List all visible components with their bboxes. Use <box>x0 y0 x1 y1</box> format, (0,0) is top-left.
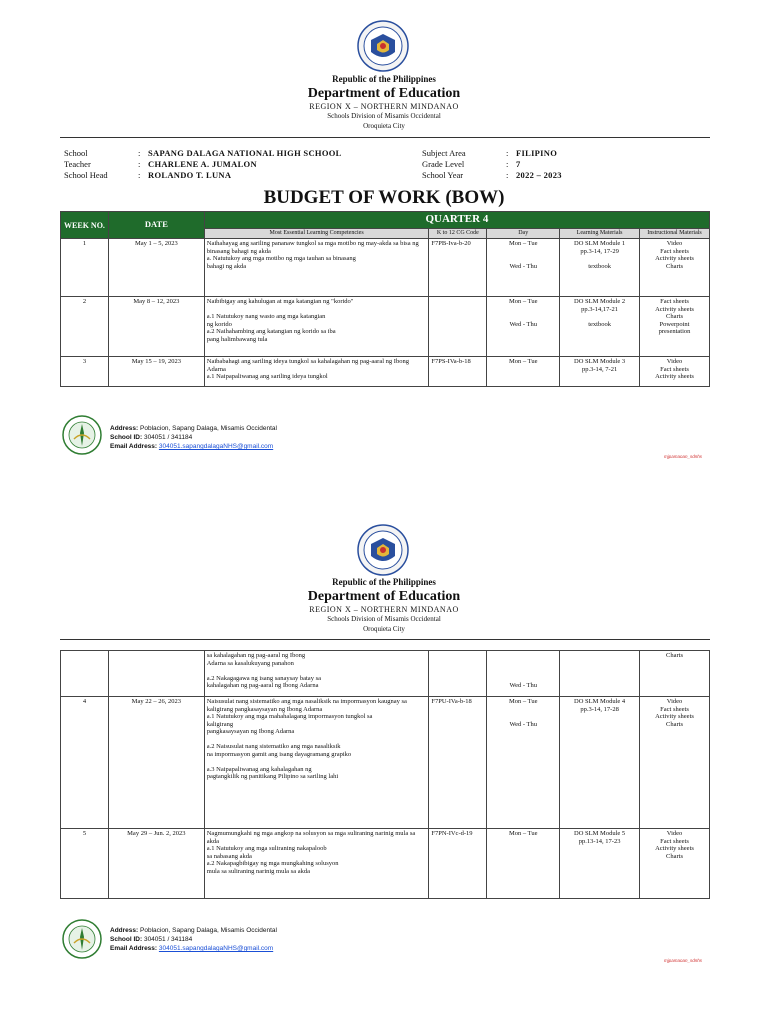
instructional-materials-cell-line: presentation <box>658 328 691 335</box>
table-row <box>61 239 710 297</box>
instructional-materials-cell-line: Fact sheets <box>660 298 689 305</box>
table-row <box>61 357 710 387</box>
page-title: BUDGET OF WORK (BOW) <box>263 187 505 208</box>
competency-cell-line: Naibibigay ang kahulugan at mga katangian ng "korido" <box>206 298 354 305</box>
header-divider <box>60 137 710 138</box>
instructional-materials-cell-line: Video <box>666 240 683 247</box>
city-line: Oroquieta City <box>363 122 405 130</box>
week-header: WEEK NO. <box>61 212 109 239</box>
day-cell <box>487 651 560 697</box>
address-label: Address: <box>110 927 139 934</box>
competency-cell <box>204 357 429 387</box>
email-label: Email Address: <box>110 443 158 450</box>
competency-cell-line: a.1 Natutukoy ang mga suliraning nakapaloob <box>206 845 327 852</box>
watermark: mjpamaoan_sdnhs <box>664 958 703 963</box>
code-cell: F7PB-Iva-b-20 <box>429 239 487 297</box>
competency-cell-line: sa kahalagahan ng pag-aaral ng Ibong <box>206 652 306 659</box>
instructional-materials-cell-line: Charts <box>666 313 683 320</box>
school-head-label: School Head <box>64 170 108 180</box>
week-cell: 4 <box>61 697 109 829</box>
day-cell-line <box>489 306 557 314</box>
melc-header: Most Essential Learning Competencies <box>204 229 429 239</box>
day-cell-line <box>489 706 557 714</box>
learning-materials-cell <box>560 651 640 697</box>
instructional-materials-cell <box>640 651 710 697</box>
colon: : <box>138 170 141 180</box>
instructional-materials-cell-line: Fact sheets <box>660 365 689 373</box>
learning-materials-cell-line: pp.3-14,17-21 <box>581 305 619 313</box>
bow-table-2 <box>60 650 710 899</box>
competency-cell-line: Nagmumungkahi ng mga angkop na solusyon sa mga suliraning narinig mula sa akda <box>206 830 416 845</box>
page-2 <box>0 512 768 1024</box>
competency-cell-line: a.2 Nakapagbibigay ng mga mungkahing solusyon <box>206 860 339 867</box>
city-line: Oroquieta City <box>363 625 405 633</box>
grade-value: 7 <box>516 159 521 169</box>
competency-cell-line: na impormasyon gamit ang isang dayagramang grapiko <box>206 750 352 758</box>
page-1 <box>0 0 768 500</box>
week-cell: 1 <box>61 239 109 297</box>
year-value: 2022 – 2023 <box>516 170 562 180</box>
instructional-materials-cell-line: Video <box>666 358 683 365</box>
competency-cell-line: a. Natutukoy ang mga motibo ng mga tauhan sa binasang <box>206 255 356 262</box>
day-cell-line <box>489 652 557 660</box>
competency-cell-line: sa nabasang akda <box>206 852 252 860</box>
day-cell <box>487 357 560 387</box>
competency-cell-line <box>207 736 427 744</box>
deped-seal-icon <box>357 524 409 576</box>
instructional-materials-cell-line: Activity sheets <box>655 305 694 313</box>
learning-materials-cell-line: DO SLM Module 4 <box>574 698 626 705</box>
year-label: School Year <box>422 170 464 180</box>
email-link[interactable]: 304051.sapangdalagaNHS@gmail.com <box>158 945 274 952</box>
instructional-materials-cell-line: Video <box>666 830 683 837</box>
day-cell-line <box>489 660 557 668</box>
learning-materials-cell <box>560 697 640 829</box>
subject-value: FILIPINO <box>516 148 558 158</box>
instructional-materials-cell-line: Charts <box>666 652 683 659</box>
competency-cell-line: a.3 Naipapaliwanag ang kahalagahan ng <box>206 765 312 773</box>
colon: : <box>138 159 141 169</box>
competency-cell-line <box>207 758 427 766</box>
competency-cell-line: a.2 Naisusulat nang sistematiko ang mga nasaliksik <box>206 743 341 750</box>
week-cell: 2 <box>61 297 109 357</box>
school-id-label: School ID: <box>110 936 143 943</box>
instructional-materials-cell <box>640 829 710 899</box>
region-line: REGION X – NORTHERN MINDANAO <box>309 605 459 614</box>
day-cell-line <box>489 248 557 256</box>
instructional-materials-cell-line: Fact sheets <box>660 705 689 713</box>
competency-cell-line <box>207 667 427 675</box>
code-cell: F7PN-IVc-d-19 <box>429 829 487 899</box>
competency-cell-line <box>207 306 427 314</box>
deped-seal-icon <box>357 20 409 72</box>
day-cell <box>487 697 560 829</box>
day-cell-line: Wed - Thu <box>509 720 537 728</box>
day-cell-line <box>489 667 557 675</box>
competency-cell-line: pang halimbawang tula <box>206 335 268 343</box>
competency-cell-line: kaligirang <box>206 720 234 728</box>
email-link[interactable]: 304051.sapangdalagaNHS@gmail.com <box>158 443 274 450</box>
instructional-materials-cell-line: Activity sheets <box>655 845 694 852</box>
date-cell <box>108 651 204 697</box>
teacher-label: Teacher <box>64 159 91 169</box>
day-cell-line: Wed - Thu <box>509 262 537 270</box>
footer-block <box>110 926 277 953</box>
republic-line: Republic of the Philippines <box>332 577 436 587</box>
info-left <box>64 148 342 181</box>
bow-table-1 <box>60 211 710 387</box>
learning-materials-cell-line: pp.13-14, 17-23 <box>578 837 621 845</box>
day-cell-line: Mon – Tue <box>508 358 538 365</box>
learning-materials-cell-line: pp.3-14, 7-21 <box>581 365 618 373</box>
instructional-materials-cell <box>640 697 710 829</box>
learning-materials-cell-line: DO SLM Module 5 <box>574 830 626 837</box>
day-cell-line: Mon – Tue <box>508 298 538 305</box>
day-header: Day <box>487 229 560 239</box>
day-cell-line <box>489 713 557 721</box>
department-line: Department of Education <box>307 589 461 604</box>
learning-materials-cell-line <box>562 255 637 263</box>
table-row <box>61 697 710 829</box>
code-header: K to 12 CG Code <box>429 229 487 239</box>
address-label: Address: <box>110 425 139 432</box>
instructional-materials-cell-line: Charts <box>666 262 683 270</box>
school-value: SAPANG DALAGA NATIONAL HIGH SCHOOL <box>148 148 342 158</box>
address-value: Poblacion, Sapang Dalaga, Misamis Occidental <box>140 927 277 934</box>
week-cell: 3 <box>61 357 109 387</box>
competency-cell-line: pangkasaysayan ng Ibong Adarna <box>206 728 295 735</box>
instructional-materials-cell <box>640 357 710 387</box>
competency-cell-line: bahagi ng akda <box>206 262 247 270</box>
learning-materials-cell <box>560 239 640 297</box>
learning-materials-cell-line: DO SLM Module 3 <box>574 358 626 365</box>
grade-label: Grade Level <box>422 159 465 169</box>
colon: : <box>506 170 509 180</box>
table-row <box>61 651 710 697</box>
instructional-materials-cell-line: Activity sheets <box>655 713 694 720</box>
table-row <box>61 829 710 899</box>
day-cell <box>487 239 560 297</box>
day-cell-line: Mon – Tue <box>508 698 538 705</box>
school-id-value: 304051 / 341184 <box>143 434 193 441</box>
competency-cell <box>204 697 429 829</box>
date-cell: May 8 – 12, 2023 <box>108 297 204 357</box>
competency-cell-line: a.2 Naihahambing ang katangian ng korido sa iba <box>206 328 336 335</box>
learning-materials-header: Learning Materials <box>560 229 640 239</box>
header-divider <box>60 639 710 640</box>
division-line: Schools Division of Misamis Occidental <box>327 112 441 120</box>
division-line: Schools Division of Misamis Occidental <box>327 615 441 623</box>
instructional-materials-cell-line: Charts <box>666 720 683 728</box>
school-logo-icon <box>62 919 102 959</box>
day-cell-line <box>489 675 557 683</box>
date-cell: May 22 – 26, 2023 <box>108 697 204 829</box>
competency-cell <box>204 239 429 297</box>
code-cell: F7PS-IVa-b-18 <box>429 357 487 387</box>
competency-cell-line: mula sa suliraning narinig mula sa akda <box>206 867 310 875</box>
email-label: Email Address: <box>110 945 158 952</box>
date-header: DATE <box>108 212 204 239</box>
learning-materials-cell-line: textbook <box>588 262 611 270</box>
date-cell: May 29 – Jun. 2, 2023 <box>108 829 204 899</box>
subject-label: Subject Area <box>422 148 466 158</box>
competency-cell-line: Naibabahagi ang sariling ideya tungkol sa kahalagahan ng pag-aaral ng Ibong Adarna <box>206 358 409 373</box>
colon: : <box>506 159 509 169</box>
info-right <box>422 148 562 181</box>
competency-cell-line: a.1 Naipapaliwanag ang sariling ideya tungkol <box>206 373 328 380</box>
competency-cell-line: pagtangkilik ng panitikang Pilipino sa sariling lahi <box>206 773 339 780</box>
instructional-materials-cell-line: Charts <box>666 852 683 860</box>
instructional-materials-cell-line: Fact sheets <box>660 247 689 255</box>
competency-cell <box>204 297 429 357</box>
week-cell <box>61 651 109 697</box>
region-line: REGION X – NORTHERN MINDANAO <box>309 102 459 111</box>
table-row <box>61 297 710 357</box>
competency-cell-line: a.1 Natutukoy nang wasto ang mga katangian <box>206 313 326 320</box>
date-cell: May 1 – 5, 2023 <box>108 239 204 297</box>
day-cell-line: Mon – Tue <box>508 830 538 837</box>
instructional-materials-cell-line: Video <box>666 698 683 705</box>
learning-materials-cell <box>560 297 640 357</box>
teacher-value: CHARLENE A. JUMALON <box>148 159 257 169</box>
code-cell: F7PU-IVa-b-18 <box>429 697 487 829</box>
competency-cell-line: a.2 Nakagagawa ng isang sanaysay batay sa <box>206 674 321 682</box>
republic-line: Republic of the Philippines <box>332 74 436 84</box>
learning-materials-cell-line: textbook <box>588 320 611 328</box>
competency-cell-line: Naihahayag ang sariling pananaw tungkol sa mga motibo ng may-akda sa bisa ng binasang bahagi ng akda <box>206 240 419 255</box>
day-cell-line: Mon – Tue <box>508 240 538 247</box>
date-cell: May 15 – 19, 2023 <box>108 357 204 387</box>
code-cell <box>429 297 487 357</box>
competency-cell-line: Adarna sa kasalukuyang panahon <box>206 659 294 667</box>
instructional-materials-cell-line: Powerpoint <box>659 320 690 328</box>
learning-materials-cell-line <box>562 313 637 321</box>
school-head-value: ROLANDO T. LUNA <box>148 170 232 180</box>
instructional-materials-cell-line: Activity sheets <box>655 255 694 262</box>
school-label: School <box>64 148 88 158</box>
school-logo-icon <box>62 415 102 455</box>
learning-materials-cell-line: pp.3-14, 17-29 <box>580 247 619 255</box>
learning-materials-cell <box>560 357 640 387</box>
day-cell-line: Wed - Thu <box>509 682 537 689</box>
learning-materials-cell-line: DO SLM Module 2 <box>574 298 626 305</box>
quarter-header: QUARTER 4 <box>204 212 709 229</box>
day-cell <box>487 829 560 899</box>
competency-cell-line: Naisusulat nang sistematiko ang mga nasaliksik na impormasyon kaugnay sa kaligirang pangkasaysayan ng Ibong Adarna <box>206 698 407 713</box>
instructional-materials-cell-line: Fact sheets <box>660 837 689 845</box>
learning-materials-cell <box>560 829 640 899</box>
school-id-label: School ID: <box>110 434 143 441</box>
instructional-materials-header: Instructional Materials <box>640 229 710 239</box>
instructional-materials-cell-line: Activity sheets <box>655 373 694 380</box>
address-value: Poblacion, Sapang Dalaga, Misamis Occidental <box>140 425 277 432</box>
instructional-materials-cell <box>640 297 710 357</box>
code-cell <box>429 651 487 697</box>
colon: : <box>506 148 509 158</box>
day-cell-line: Wed - Thu <box>509 320 537 328</box>
competency-cell-line: kahalagahan ng pag-aaral ng Ibong Adarna <box>206 682 319 689</box>
learning-materials-cell-line: pp.3-14, 17-28 <box>580 705 619 713</box>
competency-cell-line: a.1 Natutukoy ang mga mahahalagang impormasyon tungkol sa <box>206 713 373 720</box>
competency-cell <box>204 829 429 899</box>
competency-cell <box>204 651 429 697</box>
day-cell-line <box>489 313 557 321</box>
day-cell-line <box>489 255 557 263</box>
watermark: mjpamaoan_sdnhs <box>664 454 703 459</box>
competency-cell-line: ng korido <box>206 320 232 328</box>
day-cell <box>487 297 560 357</box>
school-id-value: 304051 / 341184 <box>143 936 193 943</box>
instructional-materials-cell <box>640 239 710 297</box>
footer-block <box>110 424 277 451</box>
week-cell: 5 <box>61 829 109 899</box>
department-line: Department of Education <box>307 86 461 101</box>
colon: : <box>138 148 141 158</box>
learning-materials-cell-line: DO SLM Module 1 <box>574 240 626 247</box>
